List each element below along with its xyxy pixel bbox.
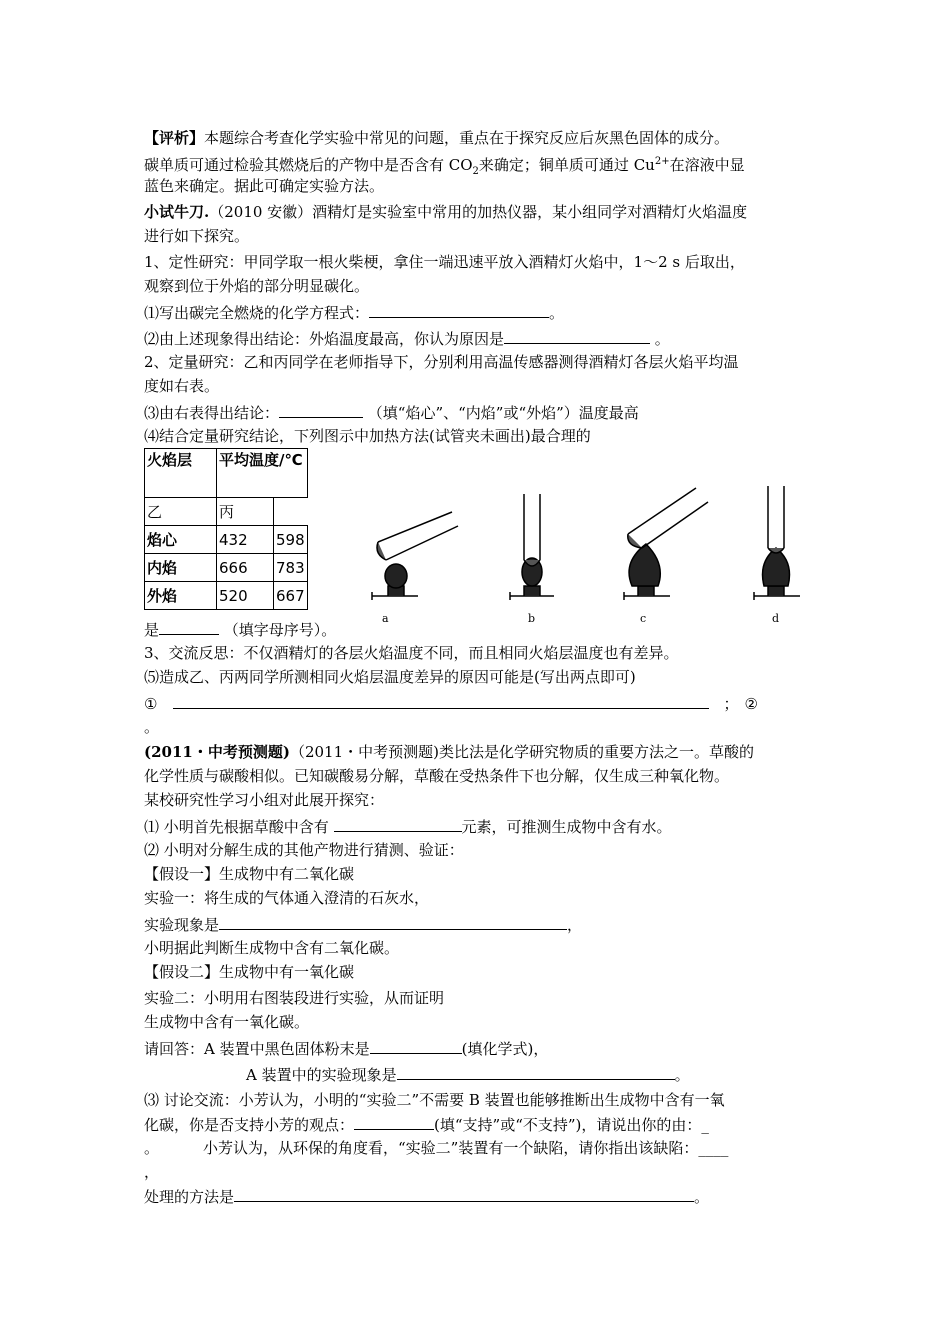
answer-blank-6[interactable] bbox=[334, 816, 462, 832]
q2-experiment-2-line-2: 生成物中含有一氧化碳。 bbox=[144, 1013, 310, 1031]
figure-label-a: a bbox=[382, 612, 389, 625]
figure-label-b: b bbox=[528, 612, 536, 625]
table-header-layer: 火焰层 bbox=[145, 449, 217, 498]
q2-part3-line-3: 。 小芳认为，从环保的角度看，“实验二”装置有一个缺陷，请你指出该缺陷：____ bbox=[144, 1139, 729, 1157]
figure-label-c: c bbox=[640, 612, 647, 625]
q1-intro-line: 小试牛刀.（2010 安徽）酒精灯是实验室中常用的加热仪器，某小组同学对酒精灯火焰温度 bbox=[144, 203, 748, 221]
q1-part4-answer: 是 （填字母序号）。 bbox=[144, 621, 337, 639]
q2-part1: ⑴ 小明首先根据草酸中含有 元素，可推测生成物中含有水。 bbox=[144, 818, 672, 836]
q1-part1: ⑴写出碳完全燃烧的化学方程式： 。 bbox=[144, 304, 565, 322]
answer-blank-10[interactable] bbox=[354, 1114, 434, 1130]
heating-option-b[interactable] bbox=[510, 494, 554, 625]
heating-option-a[interactable] bbox=[372, 512, 458, 625]
q2-intro-line: (2011・中考预测题)（2011・中考预测题)类比法是化学研究物质的重要方法之一。草酸的 bbox=[144, 743, 754, 761]
table-header-temp: 平均温度/℃ bbox=[217, 449, 308, 498]
answer-blank-4[interactable] bbox=[159, 619, 219, 635]
q1-quantitative-line: 2、定量研究：乙和丙同学在老师指导下，分别利用高温传感器测得酒精灯各层火焰平均温 bbox=[144, 353, 739, 371]
analysis-tag: 【评析】 bbox=[144, 129, 205, 147]
answer-blank-3[interactable] bbox=[279, 402, 363, 418]
q1-part2: ⑵由上述现象得出结论：外焰温度最高，你认为原因是 。 bbox=[144, 330, 670, 348]
q2-experiment-1-conclusion: 小明据此判断生成物中含有二氧化碳。 bbox=[144, 939, 400, 957]
q2-part2: ⑵ 小明对分解生成的其他产物进行猜测、验证： bbox=[144, 841, 464, 859]
q2-intro-line-2: 化学性质与碳酸相似。已知碳酸易分解，草酸在受热条件下也分解，仅生成三种氧化物。 bbox=[144, 767, 730, 785]
answer-blank-11[interactable] bbox=[234, 1186, 694, 1202]
answer-blank-7[interactable] bbox=[219, 914, 567, 930]
analysis-line-1: 【评析】本题综合考查化学实验中常见的问题，重点在于探究反应后灰黑色固体的成分。 bbox=[144, 129, 730, 147]
q2-intro-line-3: 某校研究性学习小组对此展开探究： bbox=[144, 791, 385, 809]
answer-blank-8[interactable] bbox=[370, 1038, 462, 1054]
q2-part3: ⑶ 讨论交流：小芳认为，小明的“实验二”不需要 B 装置也能够推断出生成物中含有一氧 bbox=[144, 1091, 725, 1109]
q2-answer-1: 请回答：A 装置中黑色固体粉末是 (填化学式)， bbox=[144, 1040, 549, 1058]
q2-hypothesis-1: 【假设一】生成物中有二氧化碳 bbox=[144, 865, 355, 883]
figure-label-d: d bbox=[772, 612, 780, 625]
table-row: 外焰 520 667 bbox=[145, 582, 308, 610]
analysis-line-3: 蓝色来确定。据此可确定实验方法。 bbox=[144, 177, 385, 195]
q2-experiment-1: 实验一：将生成的气体通入澄清的石灰水， bbox=[144, 889, 430, 907]
q1-part3: ⑶由右表得出结论： （填“焰心”、“内焰”或“外焰”）温度最高 bbox=[144, 404, 639, 422]
q2-part3-line-2: 化碳，你是否支持小芳的观点： (填“支持”或“不支持”)，请说出你的由：_ bbox=[144, 1116, 709, 1134]
heating-option-c[interactable] bbox=[624, 488, 708, 625]
q1-tag: 小试牛刀. bbox=[144, 203, 210, 221]
table-row: 焰心 432 598 bbox=[145, 526, 308, 554]
analysis-line-2: 碳单质可通过检验其燃烧后的产物中是否含有 $CO_2$来确定；铜单质可通过 $Cu^{2+}$在溶液中显 bbox=[144, 156, 745, 177]
table-subheader-bing: 丙 bbox=[217, 498, 274, 526]
answer-blank-2[interactable] bbox=[504, 328, 650, 344]
q2-answer-2: A 装置中的实验现象是 。 bbox=[246, 1066, 690, 1084]
q2-experiment-1-result: 实验现象是 ， bbox=[144, 916, 583, 934]
q1-part5-answers: ① ； ② bbox=[144, 695, 758, 713]
answer-blank-1[interactable] bbox=[369, 302, 549, 318]
flame-temperature-table bbox=[144, 448, 308, 610]
q1-reflection-line: 3、交流反思：不仅酒精灯的各层火焰温度不同，而且相同火焰层温度也有差异。 bbox=[144, 644, 679, 662]
q2-part3-line-4: ， bbox=[144, 1163, 160, 1181]
table-row: 内焰 666 783 bbox=[145, 554, 308, 582]
q1-qualitative-line: 1、定性研究：甲同学取一根火柴梗，拿住一端迅速平放入酒精灯火焰中，1～2 s 后取出， bbox=[144, 253, 745, 271]
q2-experiment-2: 实验二：小明用右图装段进行实验，从而证明 bbox=[144, 989, 445, 1007]
q1-quantitative-line-2: 度如右表。 bbox=[144, 377, 220, 395]
q2-hypothesis-2: 【假设二】生成物中有一氧化碳 bbox=[144, 963, 355, 981]
answer-blank-9[interactable] bbox=[397, 1064, 675, 1080]
answer-blank-5a[interactable] bbox=[173, 693, 709, 709]
q2-tag: (2011・中考预测题) bbox=[144, 743, 290, 761]
table-subheader-yi: 乙 bbox=[145, 498, 217, 526]
q1-qualitative-line-2: 观察到位于外焰的部分明显碳化。 bbox=[144, 277, 370, 295]
q2-part3-line-5: 处理的方法是 。 bbox=[144, 1188, 710, 1206]
q1-intro-line-2: 进行如下探究。 bbox=[144, 227, 250, 245]
q1-part4: ⑷结合定量研究结论，下列图示中加热方法(试管夹未画出)最合理的 bbox=[144, 427, 591, 445]
q1-part5-end: 。 bbox=[144, 718, 160, 736]
heating-option-d[interactable] bbox=[754, 486, 800, 625]
heating-method-figure bbox=[360, 482, 820, 630]
q1-part5: ⑸造成乙、丙两同学所测相同火焰层温度差异的原因可能是(写出两点即可) bbox=[144, 668, 636, 686]
